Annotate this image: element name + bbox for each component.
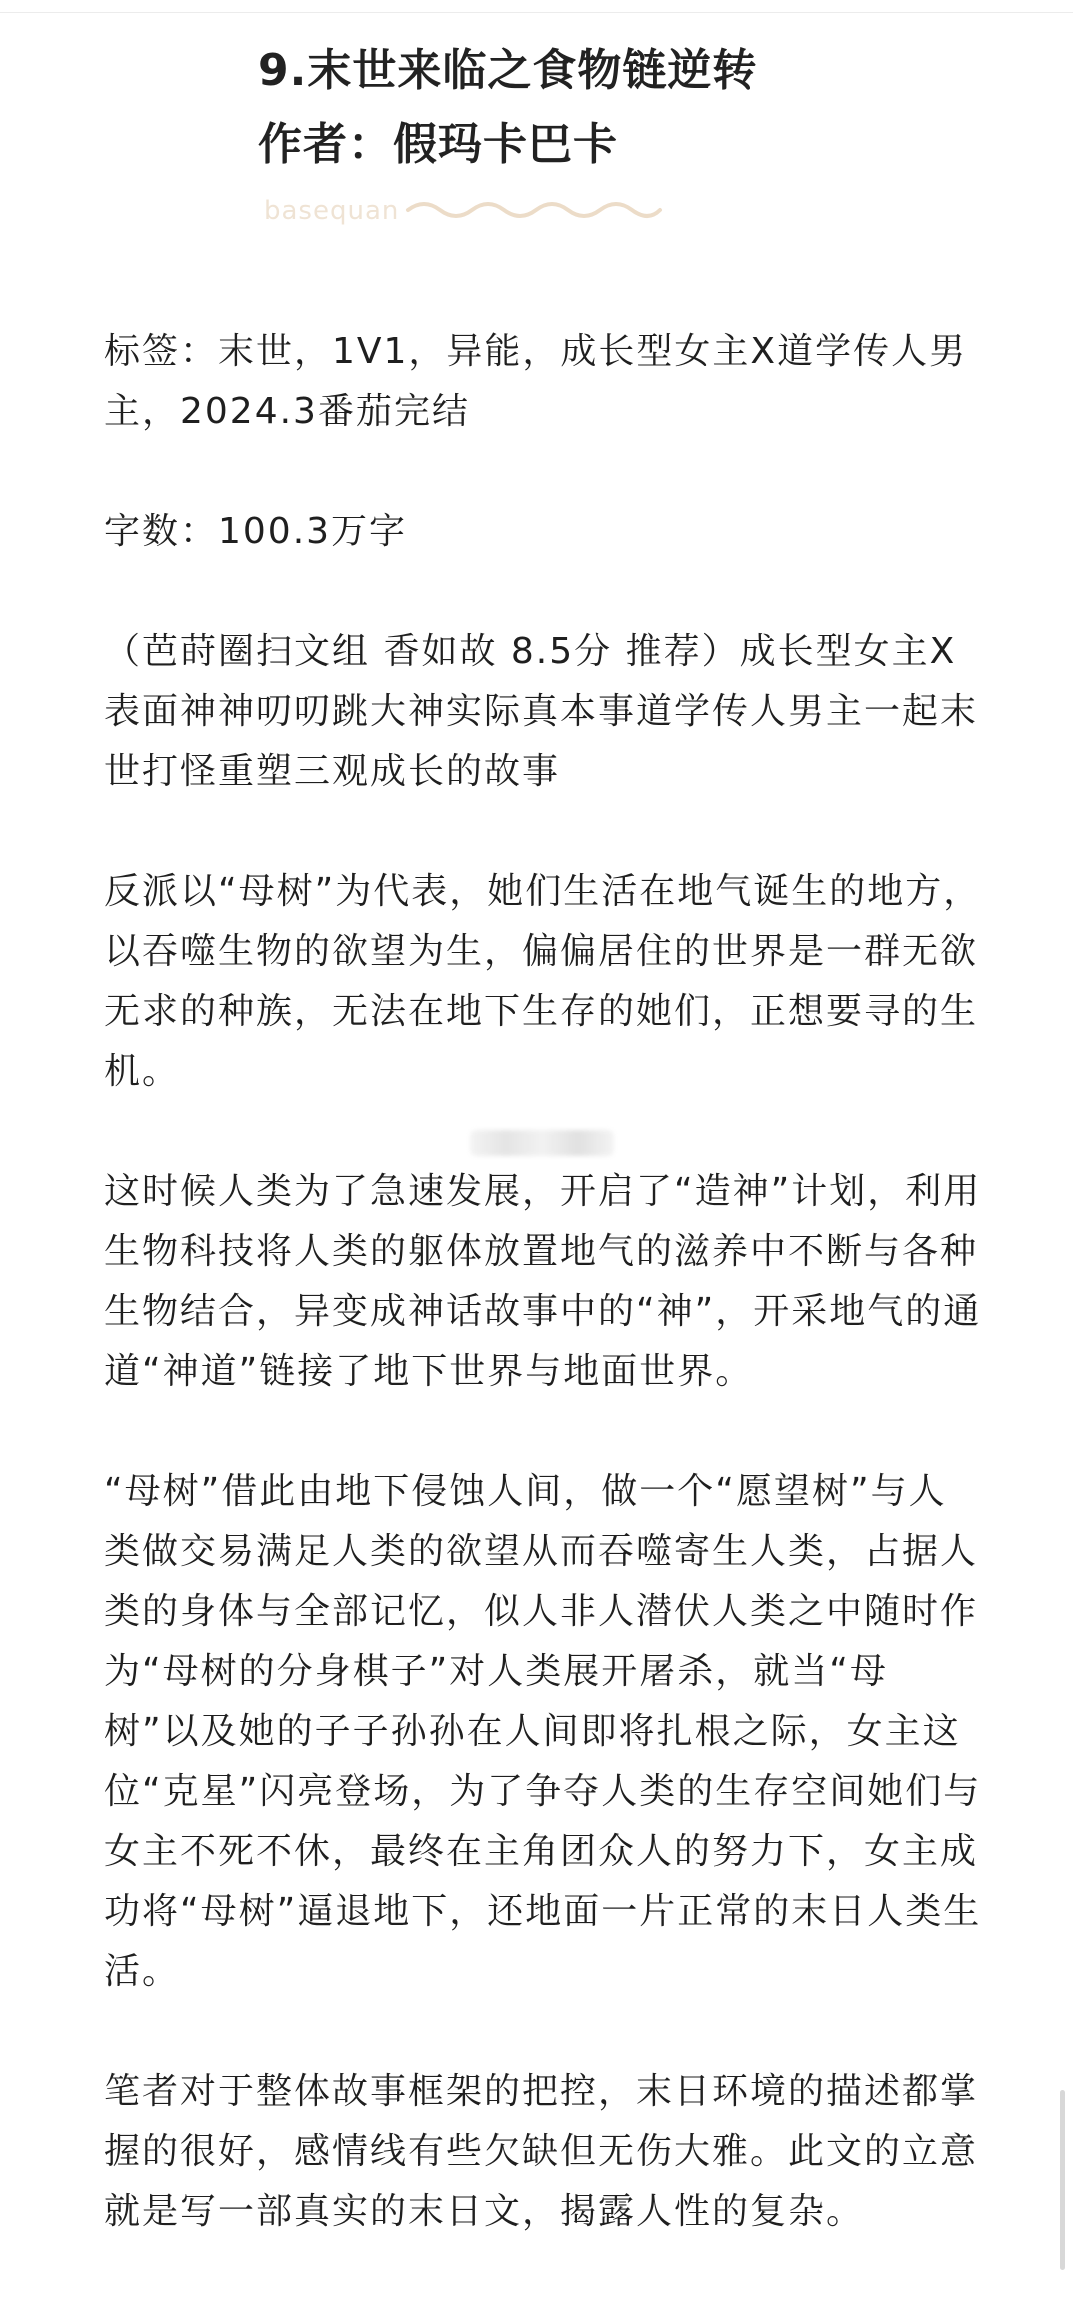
paragraph-tags: 标签：末世，1V1，异能，成长型女主X道学传人男主，2024.3番茄完结 xyxy=(104,331,968,432)
watermark-text: basequan xyxy=(264,196,400,226)
paragraph-humanity: 这时候人类为了急速发展，开启了“造神”计划，利用生物科技将人类的躯体放置地气的滋养中不断与各种生物结合，异变成神话故事中的“神”，开采地气的通道“神道”链接了地下世界与地面世界。 xyxy=(104,1171,982,1392)
blurred-watermark xyxy=(470,1130,614,1156)
article-author: 作者：假玛卡巴卡 xyxy=(258,119,618,170)
paragraph-villain: 反派以“母树”为代表，她们生活在地气诞生的地方，以吞噬生物的欲望为生，偏偏居住的世界是一群无欲无求的种族，无法在地下生存的她们，正想要寻的生机。 xyxy=(104,871,982,1092)
wave-decoration-icon xyxy=(404,192,664,224)
article-body xyxy=(104,322,984,2302)
paragraph-recommendation: （芭莳圈扫文组 香如故 8.5分 推荐）成长型女主X表面神神叨叨跳大神实际真本事道学传人男主一起末世打怪重塑三观成长的故事 xyxy=(104,631,979,792)
paragraph-mother-tree: “母树”借此由地下侵蚀人间，做一个“愿望树”与人类做交易满足人类的欲望从而吞噬寄生人类，占据人类的身体与全部记忆，似人非人潜伏人类之中随时作为“母树的分身棋子”对人类展开屠杀，就当“母树”以及她的子子孙孙在人间即将扎根之际，女主这位“克星”闪亮登场，为了争夺人类的生存空间她们与女主不死不休，最终在主角团众人的努力下，女主成功将“母树”逼退地下，还地面一片正常的末日人类生活。 xyxy=(104,1471,982,1992)
scrollbar[interactable] xyxy=(1060,2090,1065,2270)
top-divider xyxy=(0,12,1073,13)
paragraph-review: 笔者对于整体故事框架的把控，末日环境的描述都掌握的很好，感情线有些欠缺但无伤大雅。此文的立意就是写一部真实的末日文，揭露人性的复杂。 xyxy=(104,2071,979,2232)
watermark-row xyxy=(264,192,804,232)
article-header xyxy=(258,40,878,176)
article-title: 9.末世来临之食物链逆转 xyxy=(258,45,758,96)
paragraph-word-count: 字数：100.3万字 xyxy=(104,511,408,552)
